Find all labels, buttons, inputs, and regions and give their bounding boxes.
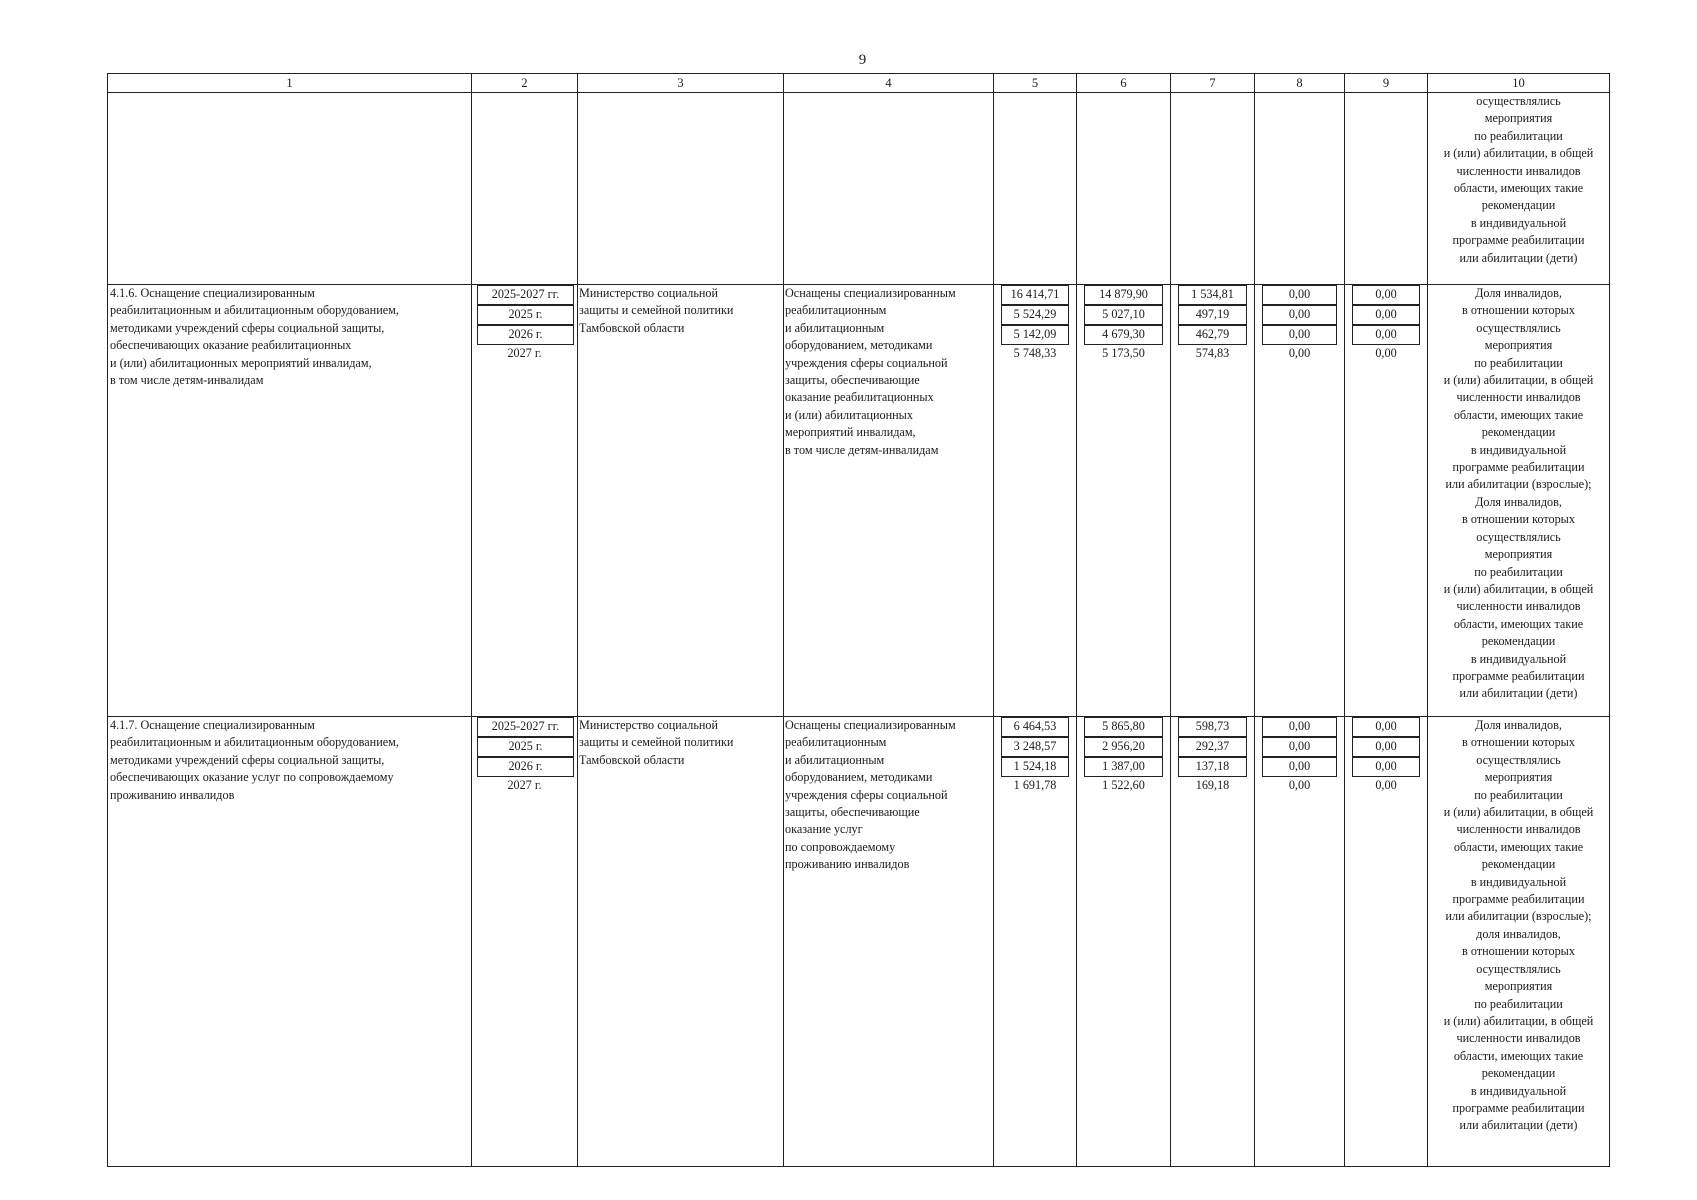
cell-line: мероприятия xyxy=(1484,979,1553,994)
cell-line: методиками учреждений сферы социальной защиты, xyxy=(110,320,385,335)
cell-line: 0,00 xyxy=(1262,325,1337,345)
cell-line: 2 956,20 xyxy=(1084,737,1163,757)
cell-line: в отношении которых xyxy=(1462,303,1575,318)
cell-line: 137,18 xyxy=(1178,757,1247,777)
column-header: 9 xyxy=(1345,74,1428,93)
cell-line: 2025-2027 гг. xyxy=(477,285,574,305)
cell-line: обеспечивающих оказание реабилитационных xyxy=(110,338,352,353)
cell-line: по реабилитации xyxy=(1474,996,1563,1011)
cell-line: проживанию инвалидов xyxy=(110,787,235,802)
cell-line: 2025-2027 гг. xyxy=(477,717,574,737)
cell-line: Министерство социальной xyxy=(579,286,719,300)
cell-line: и (или) абилитации, в общей xyxy=(1443,146,1594,161)
cell-line: осуществлялись xyxy=(1476,94,1561,108)
cell-line: 0,00 xyxy=(1288,778,1311,792)
cell-line: 292,37 xyxy=(1178,737,1247,757)
cell-line: программе реабилитации xyxy=(1452,460,1585,475)
column-header: 7 xyxy=(1171,74,1255,93)
cell-line: обеспечивающих оказание услуг по сопровождаемому xyxy=(110,770,394,785)
cell-line: 574,83 xyxy=(1195,346,1230,360)
cell-line: 0,00 xyxy=(1352,757,1420,777)
cell-line: или абилитации (взрослые); xyxy=(1445,477,1592,492)
cell-line: в индивидуальной xyxy=(1470,1083,1567,1098)
cell-line: 0,00 xyxy=(1262,757,1337,777)
amount-col7 xyxy=(1171,285,1255,717)
cell-line: Доля инвалидов, xyxy=(1475,494,1562,509)
cell-line: рекомендации xyxy=(1481,634,1556,649)
cell-line: учреждения сферы социальной xyxy=(785,787,948,802)
executor-cell xyxy=(578,285,784,717)
amount-col6 xyxy=(1077,717,1171,1167)
cell-line: численности инвалидов xyxy=(1456,822,1581,837)
cell-line: 5 142,09 xyxy=(1001,325,1069,345)
cell-line: или абилитации (дети) xyxy=(1459,250,1578,265)
amount-col8 xyxy=(1255,717,1345,1167)
amount-col9 xyxy=(1345,717,1428,1167)
cell-line: 2026 г. xyxy=(477,325,574,345)
cell-line: программе реабилитации xyxy=(1452,892,1585,907)
activity-title xyxy=(108,285,472,717)
cell-line: мероприятия xyxy=(1484,770,1553,785)
cell-line: 1 534,81 xyxy=(1178,285,1247,305)
cell-line: рекомендации xyxy=(1481,425,1556,440)
cell-line: численности инвалидов xyxy=(1456,1031,1581,1046)
cell-line: и (или) абилитации, в общей xyxy=(1443,373,1594,388)
amount-col8 xyxy=(1255,285,1345,717)
cell-line: рекомендации xyxy=(1481,857,1556,872)
cell-line: мероприятия xyxy=(1484,338,1553,353)
column-number-row xyxy=(108,74,1610,93)
cell-line: осуществлялись xyxy=(1476,529,1561,544)
cell-line: в отношении которых xyxy=(1462,512,1575,527)
cell-line: по реабилитации xyxy=(1474,128,1563,143)
cell-line: 0,00 xyxy=(1262,737,1337,757)
cell-line: области, имеющих такие xyxy=(1453,839,1584,854)
cell-line: 0,00 xyxy=(1352,737,1420,757)
cell-line: и (или) абилитационных мероприятий инвалидам, xyxy=(110,355,372,370)
years-cell xyxy=(472,717,578,1167)
cell-line: оборудованием, методиками xyxy=(785,338,933,353)
result-cell xyxy=(784,285,994,717)
cell-line: 0,00 xyxy=(1352,325,1420,345)
cell-line: 0,00 xyxy=(1288,346,1311,360)
cell-line: защиты, обеспечивающие xyxy=(785,373,920,388)
column-header: 6 xyxy=(1077,74,1171,93)
cell-line: Доля инвалидов, xyxy=(1475,286,1562,300)
cell-line: оказание услуг xyxy=(785,822,863,837)
column-header: 1 xyxy=(108,74,472,93)
column-header: 2 xyxy=(472,74,578,93)
cell-line: 0,00 xyxy=(1262,285,1337,305)
cell-line: Оснащены специализированным xyxy=(785,718,956,732)
cell-line: доля инвалидов, xyxy=(1476,926,1561,941)
cell-line: или абилитации (дети) xyxy=(1459,686,1578,701)
cell-line: 598,73 xyxy=(1178,717,1247,737)
column-header: 5 xyxy=(994,74,1077,93)
cell-line: 1 522,60 xyxy=(1102,778,1145,792)
cell-line: 2026 г. xyxy=(477,757,574,777)
cell-line: 0,00 xyxy=(1352,305,1420,325)
cell-line: Оснащены специализированным xyxy=(785,286,956,300)
cell-line: программе реабилитации xyxy=(1452,668,1585,683)
cell-line: осуществлялись xyxy=(1476,320,1561,335)
cell-line: по реабилитации xyxy=(1474,787,1563,802)
cell-line: области, имеющих такие xyxy=(1453,616,1584,631)
cell-line: в индивидуальной xyxy=(1470,215,1567,230)
cell-line: методиками учреждений сферы социальной защиты, xyxy=(110,752,385,767)
cell-line: мероприятия xyxy=(1484,111,1553,126)
cell-line: учреждения сферы социальной xyxy=(785,355,948,370)
cell-line: области, имеющих такие xyxy=(1453,407,1584,422)
program-activities-table xyxy=(107,73,1610,1167)
cell-line: 5 865,80 xyxy=(1084,717,1163,737)
cell-line: по сопровождаемому xyxy=(785,839,896,854)
cell-line: защиты и семейной политики xyxy=(579,303,734,318)
page-number: 9 xyxy=(858,52,867,68)
cell-line: Министерство социальной xyxy=(579,718,719,732)
indicator-cell xyxy=(1428,93,1610,285)
cell-line: 0,00 xyxy=(1352,285,1420,305)
indicator-cell xyxy=(1428,285,1610,717)
amount-col9 xyxy=(1345,285,1428,717)
result-cell xyxy=(784,717,994,1167)
cell-line: 1 691,78 xyxy=(1013,778,1057,792)
cell-line: или абилитации (дети) xyxy=(1459,1118,1578,1133)
cell-line: по реабилитации xyxy=(1474,355,1563,370)
executor-cell xyxy=(578,717,784,1167)
cell-line: защиты и семейной политики xyxy=(579,735,734,750)
cell-line: осуществлялись xyxy=(1476,961,1561,976)
cell-line: 5 173,50 xyxy=(1102,346,1145,360)
cell-line: 16 414,71 xyxy=(1001,285,1069,305)
cell-line: и (или) абилитации, в общей xyxy=(1443,581,1594,596)
cell-line: защиты, обеспечивающие xyxy=(785,805,920,820)
table-row xyxy=(108,285,1610,717)
cell-line: в том числе детям-инвалидам xyxy=(785,442,939,457)
amount-col6 xyxy=(1077,285,1171,717)
cell-line: реабилитационным и абилитационным оборудованием, xyxy=(110,303,399,318)
cell-line: мероприятий инвалидам, xyxy=(785,425,916,440)
column-header: 8 xyxy=(1255,74,1345,93)
cell-line: 0,00 xyxy=(1375,346,1397,360)
cell-line: численности инвалидов xyxy=(1456,599,1581,614)
cell-line: и абилитационным xyxy=(785,752,885,767)
cell-line: области, имеющих такие xyxy=(1453,181,1584,196)
cell-line: Доля инвалидов, xyxy=(1475,718,1562,732)
cell-line: Тамбовской области xyxy=(579,752,685,767)
cell-line: оказание реабилитационных xyxy=(785,390,934,405)
cell-line: 4.1.6. Оснащение специализированным xyxy=(110,286,315,300)
cell-line: 4.1.7. Оснащение специализированным xyxy=(110,718,315,732)
cell-line: численности инвалидов xyxy=(1456,163,1581,178)
column-header: 4 xyxy=(784,74,994,93)
cell-line: в индивидуальной xyxy=(1470,874,1567,889)
years-cell xyxy=(472,285,578,717)
amount-col7 xyxy=(1171,717,1255,1167)
cell-line: 2025 г. xyxy=(477,305,574,325)
cell-line: 0,00 xyxy=(1375,778,1397,792)
cell-line: 462,79 xyxy=(1178,325,1247,345)
cell-line: 5 524,29 xyxy=(1001,305,1069,325)
cell-line: в индивидуальной xyxy=(1470,442,1567,457)
cell-line: 4 679,30 xyxy=(1084,325,1163,345)
cell-line: рекомендации xyxy=(1481,198,1556,213)
cell-line: реабилитационным и абилитационным оборудованием, xyxy=(110,735,399,750)
cell-line: 5 027,10 xyxy=(1084,305,1163,325)
cell-line: мероприятия xyxy=(1484,547,1553,562)
cell-line: программе реабилитации xyxy=(1452,233,1585,248)
activity-title xyxy=(108,717,472,1167)
cell-line: 1 387,00 xyxy=(1084,757,1163,777)
cell-line: и (или) абилитационных xyxy=(785,407,913,422)
amount-col5 xyxy=(994,717,1077,1167)
cell-line: и (или) абилитации, в общей xyxy=(1443,1013,1594,1028)
cell-line: 3 248,57 xyxy=(1001,737,1069,757)
cell-line: 2025 г. xyxy=(477,737,574,757)
cell-line: в том числе детям-инвалидам xyxy=(110,373,264,388)
table-row xyxy=(108,717,1610,1167)
cell-line: Тамбовской области xyxy=(579,320,685,335)
cell-line: рекомендации xyxy=(1481,1066,1556,1081)
cell-line: 14 879,90 xyxy=(1084,285,1163,305)
cell-line: проживанию инвалидов xyxy=(785,857,910,872)
column-header: 10 xyxy=(1428,74,1610,93)
cell-line: 0,00 xyxy=(1262,717,1337,737)
cell-line: или абилитации (взрослые); xyxy=(1445,909,1592,924)
cell-line: численности инвалидов xyxy=(1456,390,1581,405)
cell-line: 0,00 xyxy=(1352,717,1420,737)
table-row-continued xyxy=(108,93,1610,285)
cell-line: 6 464,53 xyxy=(1001,717,1069,737)
amount-col5 xyxy=(994,285,1077,717)
cell-line: и абилитационным xyxy=(785,320,885,335)
cell-line: 169,18 xyxy=(1195,778,1230,792)
cell-line: 497,19 xyxy=(1178,305,1247,325)
cell-line: программе реабилитации xyxy=(1452,1100,1585,1115)
cell-line: 2027 г. xyxy=(507,346,542,360)
cell-line: 0,00 xyxy=(1262,305,1337,325)
cell-line: оборудованием, методиками xyxy=(785,770,933,785)
cell-line: реабилитационным xyxy=(785,735,887,750)
cell-line: в отношении которых xyxy=(1462,735,1575,750)
cell-line: области, имеющих такие xyxy=(1453,1048,1584,1063)
column-header: 3 xyxy=(578,74,784,93)
cell-line: реабилитационным xyxy=(785,303,887,318)
cell-line: в отношении которых xyxy=(1462,944,1575,959)
cell-line: 5 748,33 xyxy=(1013,346,1057,360)
cell-line: в индивидуальной xyxy=(1470,651,1567,666)
cell-line: по реабилитации xyxy=(1474,564,1563,579)
cell-line: 1 524,18 xyxy=(1001,757,1069,777)
cell-line: осуществлялись xyxy=(1476,752,1561,767)
cell-line: 2027 г. xyxy=(507,778,542,792)
cell-line: и (или) абилитации, в общей xyxy=(1443,805,1594,820)
indicator-cell xyxy=(1428,717,1610,1167)
